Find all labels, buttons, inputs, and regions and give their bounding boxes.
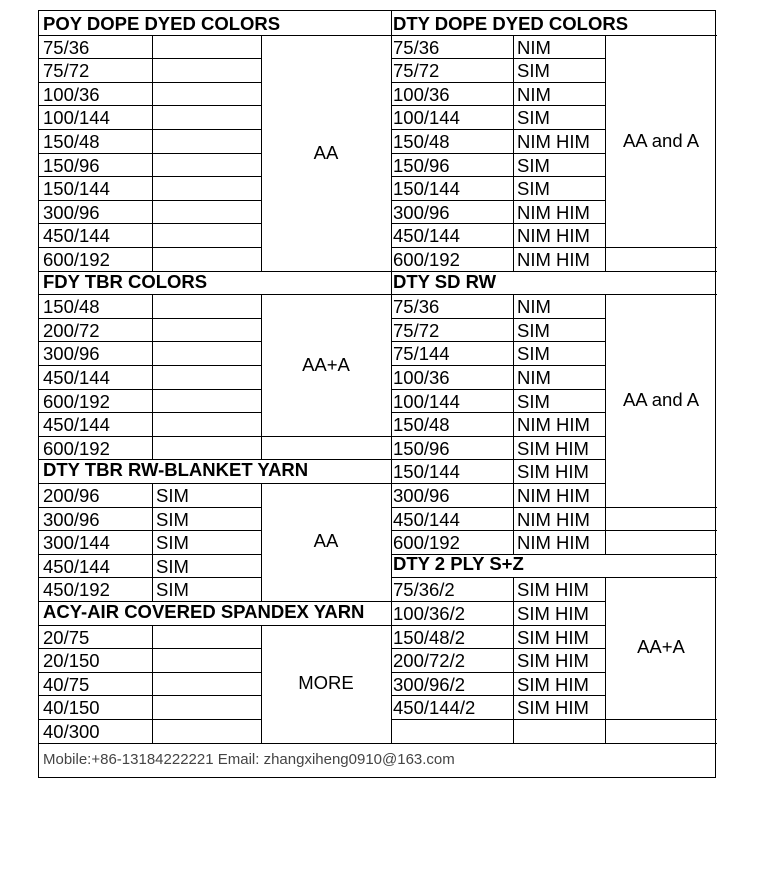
spec-dty_sd: 100/36 xyxy=(393,367,450,388)
type-dty_2ply: SIM HIM xyxy=(517,673,589,695)
spec-poy: 600/192 xyxy=(43,249,110,270)
spec-dty_blanket: 450/192 xyxy=(43,579,110,601)
spec-dty_2ply: 300/96/2 xyxy=(393,673,466,695)
spec-fdy: 200/72 xyxy=(43,319,100,341)
spec-dty_dope: 600/192 xyxy=(393,249,460,270)
grade-dty-dope: AA and A xyxy=(622,130,700,151)
grade-dty-sd: AA and A xyxy=(622,389,700,410)
section-title-dty-sd: DTY SD RW xyxy=(393,271,497,292)
spec-dty_blanket: 300/96 xyxy=(43,508,100,530)
type-dty_sd: NIM xyxy=(517,367,551,388)
type-dty_dope: SIM xyxy=(517,60,550,82)
section-title-dty-blanket: DTY TBR RW-BLANKET YARN xyxy=(43,459,309,480)
type-dty_dope: NIM HIM xyxy=(517,131,590,152)
grid-hline xyxy=(391,294,717,295)
spec-dty_dope: 100/36 xyxy=(393,83,450,105)
spec-dty_blanket: 300/144 xyxy=(43,532,110,554)
spec-dty_dope: 75/72 xyxy=(393,60,440,82)
type-dty_sd: NIM HIM xyxy=(517,508,590,530)
spec-poy: 100/144 xyxy=(43,107,110,129)
spec-poy: 100/36 xyxy=(43,83,100,105)
spec-fdy: 600/192 xyxy=(43,390,110,412)
spec-dty_dope: 450/144 xyxy=(393,225,460,247)
section-title-dty-2ply: DTY 2 PLY S+Z xyxy=(393,553,524,574)
grid-vline xyxy=(513,294,514,554)
type-dty_sd: NIM HIM xyxy=(517,485,590,506)
spec-fdy: 450/144 xyxy=(43,414,110,436)
type-dty_dope: NIM HIM xyxy=(517,225,590,247)
spec-dty_sd: 100/144 xyxy=(393,390,460,412)
grade-fdy: AA+A xyxy=(302,354,350,375)
spec-dty_sd: 150/48 xyxy=(393,414,450,436)
type-dty_2ply: SIM HIM xyxy=(517,579,589,601)
spec-dty_sd: 450/144 xyxy=(393,508,460,530)
type-dty_sd: NIM HIM xyxy=(517,532,590,554)
type-dty_blanket: SIM xyxy=(156,555,189,577)
type-dty_dope: NIM xyxy=(517,83,551,105)
grid-hline xyxy=(391,35,717,36)
grid-hline xyxy=(39,625,391,626)
spec-dty_blanket: 200/96 xyxy=(43,485,100,506)
type-dty_blanket: SIM xyxy=(156,508,189,530)
spec-acy: 40/300 xyxy=(43,721,100,742)
grade-dty-blanket: AA xyxy=(313,530,339,551)
spec-dty_blanket: 450/144 xyxy=(43,555,110,577)
type-dty_dope: NIM HIM xyxy=(517,201,590,223)
type-dty_dope: SIM xyxy=(517,107,550,129)
type-dty_dope: SIM xyxy=(517,154,550,176)
type-dty_dope: NIM xyxy=(517,36,551,58)
type-dty_blanket: SIM xyxy=(156,485,189,506)
section-title-fdy: FDY TBR COLORS xyxy=(43,271,208,292)
type-dty_sd: SIM xyxy=(517,390,550,412)
product-spec-table xyxy=(38,10,716,778)
spec-dty_2ply: 150/48/2 xyxy=(393,626,466,648)
type-dty_2ply: SIM HIM xyxy=(517,603,589,624)
spec-poy: 450/144 xyxy=(43,225,110,247)
grid-vline xyxy=(152,483,153,601)
spec-acy: 40/150 xyxy=(43,697,100,719)
spec-fdy: 600/192 xyxy=(43,437,110,459)
spec-acy: 20/75 xyxy=(43,626,90,648)
spec-dty_2ply: 450/144/2 xyxy=(393,697,476,719)
type-dty_sd: SIM HIM xyxy=(517,461,589,483)
type-dty_2ply: SIM HIM xyxy=(517,650,589,672)
spec-dty_2ply: 100/36/2 xyxy=(393,603,466,624)
spec-acy: 20/150 xyxy=(43,650,100,672)
spec-fdy: 150/48 xyxy=(43,296,100,318)
grid-vline xyxy=(513,577,514,743)
grid-vline xyxy=(605,294,606,554)
spec-dty_sd: 75/144 xyxy=(393,343,450,365)
contact-footer: Mobile:+86-13184222221 Email: zhangxiheng0910@163.com xyxy=(43,751,455,768)
spec-dty_sd: 75/36 xyxy=(393,296,440,318)
grid-vline xyxy=(513,35,514,271)
section-title-dty-dope: DTY DOPE DYED COLORS xyxy=(393,13,629,34)
spec-acy: 40/75 xyxy=(43,673,90,695)
spec-poy: 150/48 xyxy=(43,131,100,152)
grid-vline xyxy=(152,294,153,436)
type-dty_sd: NIM xyxy=(517,296,551,318)
grid-vline xyxy=(152,625,153,743)
spec-poy: 75/36 xyxy=(43,36,90,58)
grid-vline xyxy=(152,35,153,271)
grade-dty-2ply: AA+A xyxy=(637,636,685,657)
type-dty_sd: SIM xyxy=(517,319,550,341)
spec-poy: 75/72 xyxy=(43,60,90,82)
grid-vline xyxy=(152,436,153,459)
spec-fdy: 450/144 xyxy=(43,367,110,388)
grid-hline xyxy=(39,35,391,36)
type-dty_dope: NIM HIM xyxy=(517,249,590,270)
spec-dty_dope: 100/144 xyxy=(393,107,460,129)
spec-dty_sd: 150/96 xyxy=(393,437,450,459)
spec-fdy: 300/96 xyxy=(43,343,100,365)
type-dty_sd: NIM HIM xyxy=(517,414,590,436)
spec-dty_dope: 150/96 xyxy=(393,154,450,176)
spec-dty_sd: 150/144 xyxy=(393,461,460,483)
grid-vline xyxy=(605,35,606,271)
spec-dty_sd: 75/72 xyxy=(393,319,440,341)
grid-vline xyxy=(391,11,392,743)
spec-dty_2ply: 200/72/2 xyxy=(393,650,466,672)
type-dty_blanket: SIM xyxy=(156,579,189,601)
grid-vline xyxy=(605,577,606,743)
type-dty_dope: SIM xyxy=(517,178,550,200)
spec-dty_2ply: 75/36/2 xyxy=(393,579,455,601)
grid-vline xyxy=(261,436,262,459)
type-dty_blanket: SIM xyxy=(156,532,189,554)
grade-poy: AA xyxy=(313,142,339,163)
spec-dty_dope: 300/96 xyxy=(393,201,450,223)
section-title-poy: POY DOPE DYED COLORS xyxy=(43,13,281,34)
spec-dty_dope: 75/36 xyxy=(393,36,440,58)
grade-acy: MORE xyxy=(298,672,354,693)
type-dty_sd: SIM HIM xyxy=(517,437,589,459)
type-dty_2ply: SIM HIM xyxy=(517,697,589,719)
grid-hline xyxy=(39,743,717,744)
section-title-acy: ACY-AIR COVERED SPANDEX YARN xyxy=(43,601,365,622)
spec-poy: 150/96 xyxy=(43,154,100,176)
type-dty_2ply: SIM HIM xyxy=(517,626,589,648)
type-dty_sd: SIM xyxy=(517,343,550,365)
spec-poy: 150/144 xyxy=(43,178,110,200)
spec-poy: 300/96 xyxy=(43,201,100,223)
spec-dty_dope: 150/144 xyxy=(393,178,460,200)
spec-dty_sd: 300/96 xyxy=(393,485,450,506)
spec-dty_dope: 150/48 xyxy=(393,131,450,152)
spec-dty_sd: 600/192 xyxy=(393,532,460,554)
